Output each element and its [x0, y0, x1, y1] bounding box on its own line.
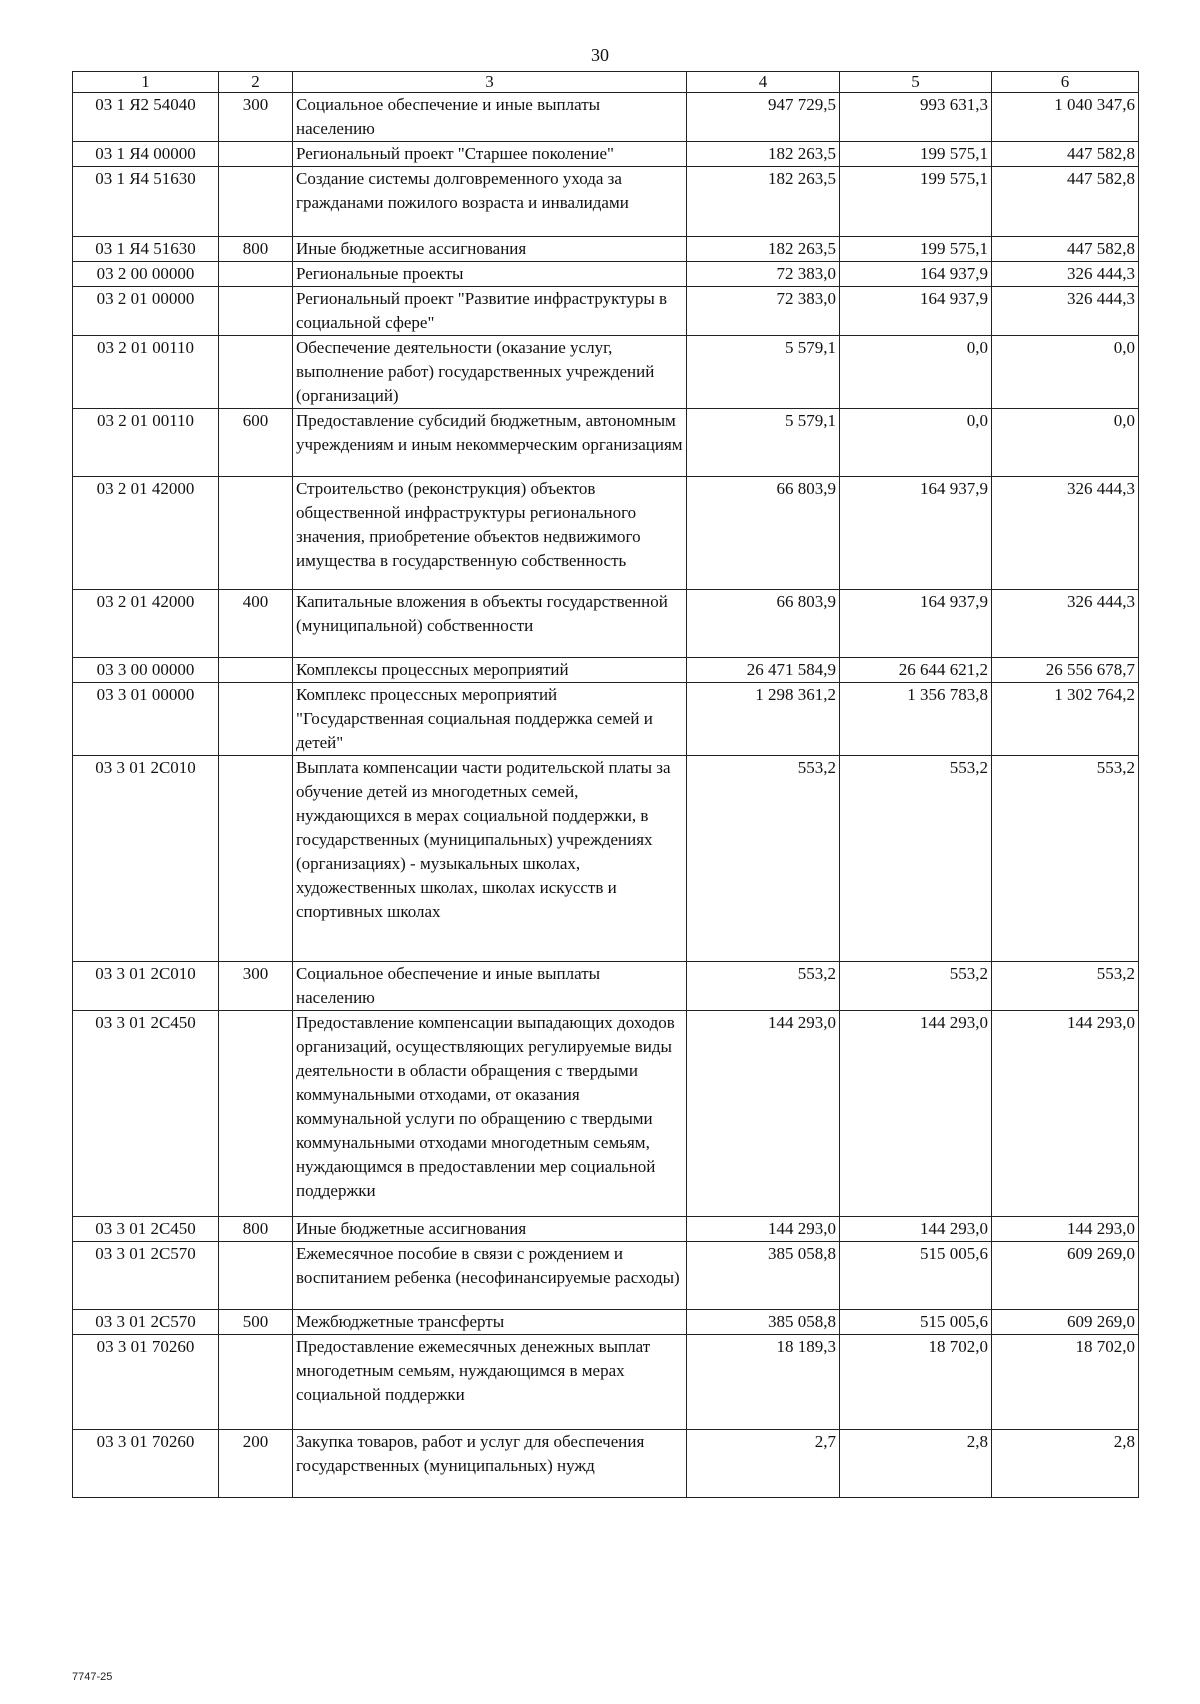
table-row [73, 1335, 1139, 1430]
column-header: 4 [687, 72, 840, 93]
expense-type-cell [219, 287, 293, 336]
item-name-cell: Обеспечение деятельности (оказание услуг, выполнение работ) государственных учреждений (организаций) [293, 336, 687, 409]
item-name-cell: Ежемесячное пособие в связи с рождением и воспитанием ребенка (несофинансируемые расходы) [293, 1242, 687, 1310]
amount-col5-cell: 2,8 [840, 1430, 992, 1498]
table-header-row [73, 72, 1139, 93]
amount-col6-cell: 144 293,0 [992, 1217, 1139, 1242]
amount-col4-cell: 66 803,9 [687, 477, 840, 590]
item-name-cell: Социальное обеспечение и иные выплаты населению [293, 93, 687, 142]
budget-code-cell: 03 2 01 00000 [73, 287, 219, 336]
budget-code-cell: 03 1 Я4 51630 [73, 167, 219, 237]
column-header: 1 [73, 72, 219, 93]
amount-col5-cell: 515 005,6 [840, 1310, 992, 1335]
amount-col4-cell: 72 383,0 [687, 287, 840, 336]
table-row [73, 409, 1139, 477]
expense-type-cell [219, 142, 293, 167]
table-row [73, 167, 1139, 237]
budget-code-cell: 03 2 01 00110 [73, 409, 219, 477]
amount-col4-cell: 144 293,0 [687, 1011, 840, 1217]
item-name-cell: Региональный проект "Старшее поколение" [293, 142, 687, 167]
item-name-cell: Создание системы долговременного ухода за гражданами пожилого возраста и инвалидами [293, 167, 687, 237]
amount-col4-cell: 947 729,5 [687, 93, 840, 142]
amount-col6-cell: 553,2 [992, 756, 1139, 962]
amount-col5-cell: 18 702,0 [840, 1335, 992, 1430]
amount-col5-cell: 164 937,9 [840, 262, 992, 287]
amount-col4-cell: 66 803,9 [687, 590, 840, 658]
amount-col6-cell: 326 444,3 [992, 287, 1139, 336]
amount-col5-cell: 553,2 [840, 962, 992, 1011]
budget-table [72, 71, 1139, 1498]
amount-col5-cell: 164 937,9 [840, 477, 992, 590]
amount-col4-cell: 553,2 [687, 962, 840, 1011]
amount-col5-cell: 164 937,9 [840, 590, 992, 658]
amount-col5-cell: 553,2 [840, 756, 992, 962]
expense-type-cell: 600 [219, 409, 293, 477]
expense-type-cell: 300 [219, 962, 293, 1011]
budget-table-body [73, 72, 1139, 1498]
item-name-cell: Предоставление ежемесячных денежных выплат многодетным семьям, нуждающимся в мерах социальной поддержки [293, 1335, 687, 1430]
amount-col6-cell: 326 444,3 [992, 477, 1139, 590]
budget-code-cell: 03 3 01 2С010 [73, 962, 219, 1011]
expense-type-cell [219, 1011, 293, 1217]
budget-code-cell: 03 3 01 2С570 [73, 1242, 219, 1310]
table-row [73, 142, 1139, 167]
amount-col6-cell: 0,0 [992, 409, 1139, 477]
expense-type-cell: 300 [219, 93, 293, 142]
expense-type-cell [219, 756, 293, 962]
table-row [73, 1011, 1139, 1217]
budget-code-cell: 03 3 01 2С570 [73, 1310, 219, 1335]
table-row [73, 287, 1139, 336]
amount-col5-cell: 993 631,3 [840, 93, 992, 142]
amount-col6-cell: 1 302 764,2 [992, 683, 1139, 756]
page-number: 30 [591, 45, 609, 65]
item-name-cell: Предоставление субсидий бюджетным, автономным учреждениям и иным некоммерческим организациям [293, 409, 687, 477]
budget-code-cell: 03 3 01 70260 [73, 1335, 219, 1430]
amount-col4-cell: 182 263,5 [687, 142, 840, 167]
expense-type-cell [219, 477, 293, 590]
item-name-cell: Комплекс процессных мероприятий "Государственная социальная поддержка семей и детей" [293, 683, 687, 756]
amount-col6-cell: 326 444,3 [992, 590, 1139, 658]
amount-col4-cell: 144 293,0 [687, 1217, 840, 1242]
table-row [73, 962, 1139, 1011]
amount-col4-cell: 385 058,8 [687, 1310, 840, 1335]
amount-col4-cell: 5 579,1 [687, 409, 840, 477]
amount-col5-cell: 199 575,1 [840, 237, 992, 262]
amount-col5-cell: 1 356 783,8 [840, 683, 992, 756]
amount-col6-cell: 553,2 [992, 962, 1139, 1011]
budget-code-cell: 03 3 00 00000 [73, 658, 219, 683]
column-header: 6 [992, 72, 1139, 93]
amount-col4-cell: 182 263,5 [687, 167, 840, 237]
amount-col5-cell: 164 937,9 [840, 287, 992, 336]
table-row [73, 1242, 1139, 1310]
expense-type-cell [219, 167, 293, 237]
amount-col4-cell: 1 298 361,2 [687, 683, 840, 756]
table-row [73, 93, 1139, 142]
column-header: 5 [840, 72, 992, 93]
expense-type-cell [219, 658, 293, 683]
amount-col6-cell: 447 582,8 [992, 167, 1139, 237]
budget-code-cell: 03 1 Я4 00000 [73, 142, 219, 167]
table-row [73, 756, 1139, 962]
item-name-cell: Межбюджетные трансферты [293, 1310, 687, 1335]
column-header: 2 [219, 72, 293, 93]
expense-type-cell: 800 [219, 1217, 293, 1242]
table-row [73, 590, 1139, 658]
table-row [73, 683, 1139, 756]
amount-col5-cell: 26 644 621,2 [840, 658, 992, 683]
item-name-cell: Иные бюджетные ассигнования [293, 1217, 687, 1242]
amount-col5-cell: 0,0 [840, 409, 992, 477]
budget-code-cell: 03 1 Я4 51630 [73, 237, 219, 262]
amount-col4-cell: 385 058,8 [687, 1242, 840, 1310]
amount-col6-cell: 447 582,8 [992, 237, 1139, 262]
amount-col5-cell: 199 575,1 [840, 142, 992, 167]
budget-code-cell: 03 2 01 42000 [73, 477, 219, 590]
table-row [73, 1310, 1139, 1335]
budget-code-cell: 03 3 01 2С450 [73, 1217, 219, 1242]
amount-col4-cell: 26 471 584,9 [687, 658, 840, 683]
amount-col5-cell: 515 005,6 [840, 1242, 992, 1310]
amount-col6-cell: 18 702,0 [992, 1335, 1139, 1430]
item-name-cell: Иные бюджетные ассигнования [293, 237, 687, 262]
table-row [73, 237, 1139, 262]
table-row [73, 658, 1139, 683]
amount-col5-cell: 199 575,1 [840, 167, 992, 237]
amount-col6-cell: 0,0 [992, 336, 1139, 409]
amount-col5-cell: 0,0 [840, 336, 992, 409]
table-row [73, 262, 1139, 287]
amount-col6-cell: 2,8 [992, 1430, 1139, 1498]
amount-col6-cell: 26 556 678,7 [992, 658, 1139, 683]
budget-code-cell: 03 3 01 2С010 [73, 756, 219, 962]
document-id: 7747-25 [72, 1671, 113, 1683]
column-header: 3 [293, 72, 687, 93]
amount-col6-cell: 447 582,8 [992, 142, 1139, 167]
table-row [73, 1217, 1139, 1242]
item-name-cell: Предоставление компенсации выпадающих доходов организаций, осуществляющих регулируемые виды деятельности в области обращения с твердыми коммунальными отходами, от оказания коммунальной услуги по обращению с твердыми коммунальными отходами многодетным семьям, нуждающимся в предоставлении мер социальной поддержки [293, 1011, 687, 1217]
amount-col4-cell: 5 579,1 [687, 336, 840, 409]
item-name-cell: Региональные проекты [293, 262, 687, 287]
expense-type-cell [219, 683, 293, 756]
budget-code-cell: 03 3 01 00000 [73, 683, 219, 756]
table-row [73, 336, 1139, 409]
item-name-cell: Капитальные вложения в объекты государственной (муниципальной) собственности [293, 590, 687, 658]
item-name-cell: Выплата компенсации части родительской платы за обучение детей из многодетных семей, нуждающихся в мерах социальной поддержки, в государственных (муниципальных) учреждениях (организациях) - музыкальных школах, художественных школах, школах искусств и спортивных школах [293, 756, 687, 962]
budget-code-cell: 03 1 Я2 54040 [73, 93, 219, 142]
expense-type-cell: 500 [219, 1310, 293, 1335]
item-name-cell: Социальное обеспечение и иные выплаты населению [293, 962, 687, 1011]
expense-type-cell [219, 1242, 293, 1310]
budget-code-cell: 03 2 01 00110 [73, 336, 219, 409]
budget-code-cell: 03 2 01 42000 [73, 590, 219, 658]
amount-col4-cell: 18 189,3 [687, 1335, 840, 1430]
expense-type-cell: 200 [219, 1430, 293, 1498]
table-row [73, 1430, 1139, 1498]
expense-type-cell [219, 1335, 293, 1430]
item-name-cell: Комплексы процессных мероприятий [293, 658, 687, 683]
expense-type-cell [219, 336, 293, 409]
amount-col4-cell: 72 383,0 [687, 262, 840, 287]
amount-col6-cell: 609 269,0 [992, 1242, 1139, 1310]
amount-col6-cell: 326 444,3 [992, 262, 1139, 287]
amount-col5-cell: 144 293,0 [840, 1217, 992, 1242]
amount-col6-cell: 1 040 347,6 [992, 93, 1139, 142]
item-name-cell: Региональный проект "Развитие инфраструктуры в социальной сфере" [293, 287, 687, 336]
expense-type-cell: 800 [219, 237, 293, 262]
expense-type-cell [219, 262, 293, 287]
amount-col4-cell: 553,2 [687, 756, 840, 962]
budget-code-cell: 03 2 00 00000 [73, 262, 219, 287]
amount-col5-cell: 144 293,0 [840, 1011, 992, 1217]
amount-col4-cell: 182 263,5 [687, 237, 840, 262]
table-row [73, 477, 1139, 590]
amount-col6-cell: 609 269,0 [992, 1310, 1139, 1335]
amount-col4-cell: 2,7 [687, 1430, 840, 1498]
amount-col6-cell: 144 293,0 [992, 1011, 1139, 1217]
budget-code-cell: 03 3 01 2С450 [73, 1011, 219, 1217]
item-name-cell: Строительство (реконструкция) объектов общественной инфраструктуры регионального значения, приобретение объектов недвижимого имущества в государственную собственность [293, 477, 687, 590]
item-name-cell: Закупка товаров, работ и услуг для обеспечения государственных (муниципальных) нужд [293, 1430, 687, 1498]
budget-code-cell: 03 3 01 70260 [73, 1430, 219, 1498]
expense-type-cell: 400 [219, 590, 293, 658]
